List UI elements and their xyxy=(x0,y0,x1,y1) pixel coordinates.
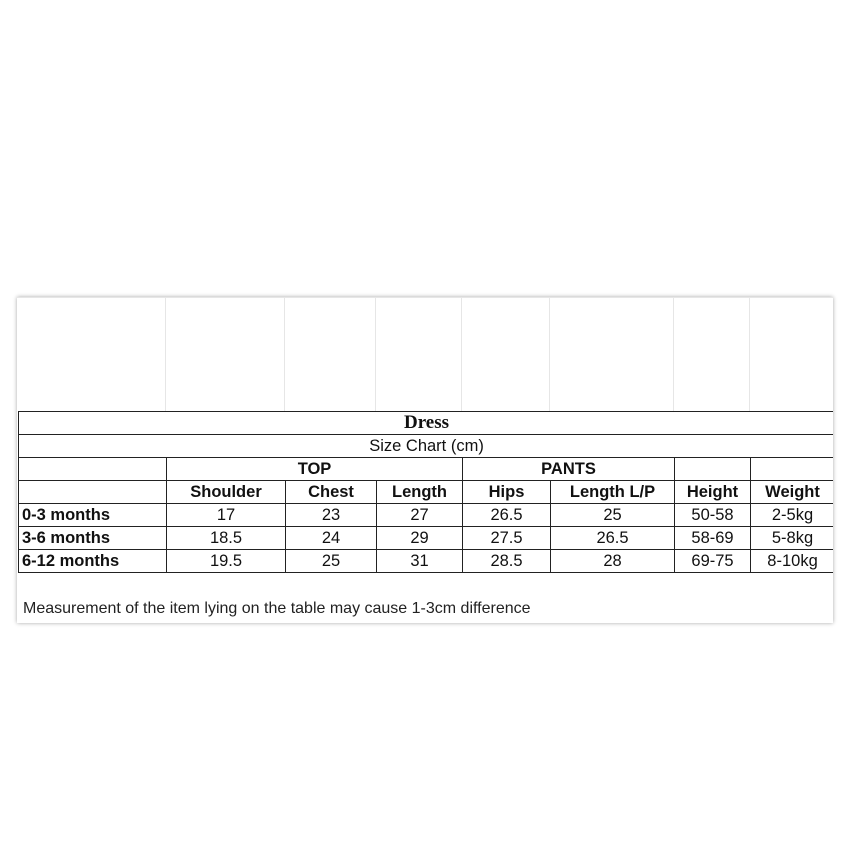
table-row xyxy=(19,504,834,527)
column-header: Height xyxy=(675,481,751,504)
table-cell: 24 xyxy=(286,527,377,550)
table-cell: 25 xyxy=(286,550,377,573)
column-header: Shoulder xyxy=(167,481,286,504)
table-row xyxy=(19,550,834,573)
table-cell: 19.5 xyxy=(167,550,286,573)
size-chart-table xyxy=(18,411,833,573)
gridline xyxy=(165,297,166,411)
empty-cell xyxy=(19,481,167,504)
gridline xyxy=(375,297,376,411)
gridline xyxy=(17,297,833,298)
table-cell: 28 xyxy=(551,550,675,573)
gridline xyxy=(461,297,462,411)
gridline xyxy=(749,297,750,411)
table-cell: 27 xyxy=(377,504,463,527)
column-header: Hips xyxy=(463,481,551,504)
empty-cell xyxy=(751,458,834,481)
table-cell: 31 xyxy=(377,550,463,573)
empty-cell xyxy=(675,458,751,481)
empty-cell xyxy=(19,458,167,481)
table-subtitle: Size Chart (cm) xyxy=(19,435,834,458)
gridline xyxy=(549,297,550,411)
table-cell: 26.5 xyxy=(463,504,551,527)
row-label: 6-12 months xyxy=(19,550,167,573)
gridline xyxy=(673,297,674,411)
table-cell: 5-8kg xyxy=(751,527,834,550)
measurement-note: Measurement of the item lying on the table may cause 1-3cm difference xyxy=(23,600,531,617)
table-cell: 27.5 xyxy=(463,527,551,550)
row-label: 3-6 months xyxy=(19,527,167,550)
table-cell: 26.5 xyxy=(551,527,675,550)
table-cell: 29 xyxy=(377,527,463,550)
table-cell: 25 xyxy=(551,504,675,527)
column-header: Chest xyxy=(286,481,377,504)
table-cell: 69-75 xyxy=(675,550,751,573)
table-cell: 58-69 xyxy=(675,527,751,550)
table-cell: 18.5 xyxy=(167,527,286,550)
table-cell: 8-10kg xyxy=(751,550,834,573)
column-header: Length L/P xyxy=(551,481,675,504)
row-label: 0-3 months xyxy=(19,504,167,527)
group-header-pants: PANTS xyxy=(463,458,675,481)
group-header-top: TOP xyxy=(167,458,463,481)
column-header: Length xyxy=(377,481,463,504)
column-header: Weight xyxy=(751,481,834,504)
gridline xyxy=(284,297,285,411)
spreadsheet-area xyxy=(17,297,833,623)
table-row xyxy=(19,527,834,550)
table-cell: 28.5 xyxy=(463,550,551,573)
table-cell: 17 xyxy=(167,504,286,527)
table-cell: 50-58 xyxy=(675,504,751,527)
table-title: Dress xyxy=(19,412,834,435)
table-cell: 23 xyxy=(286,504,377,527)
table-cell: 2-5kg xyxy=(751,504,834,527)
